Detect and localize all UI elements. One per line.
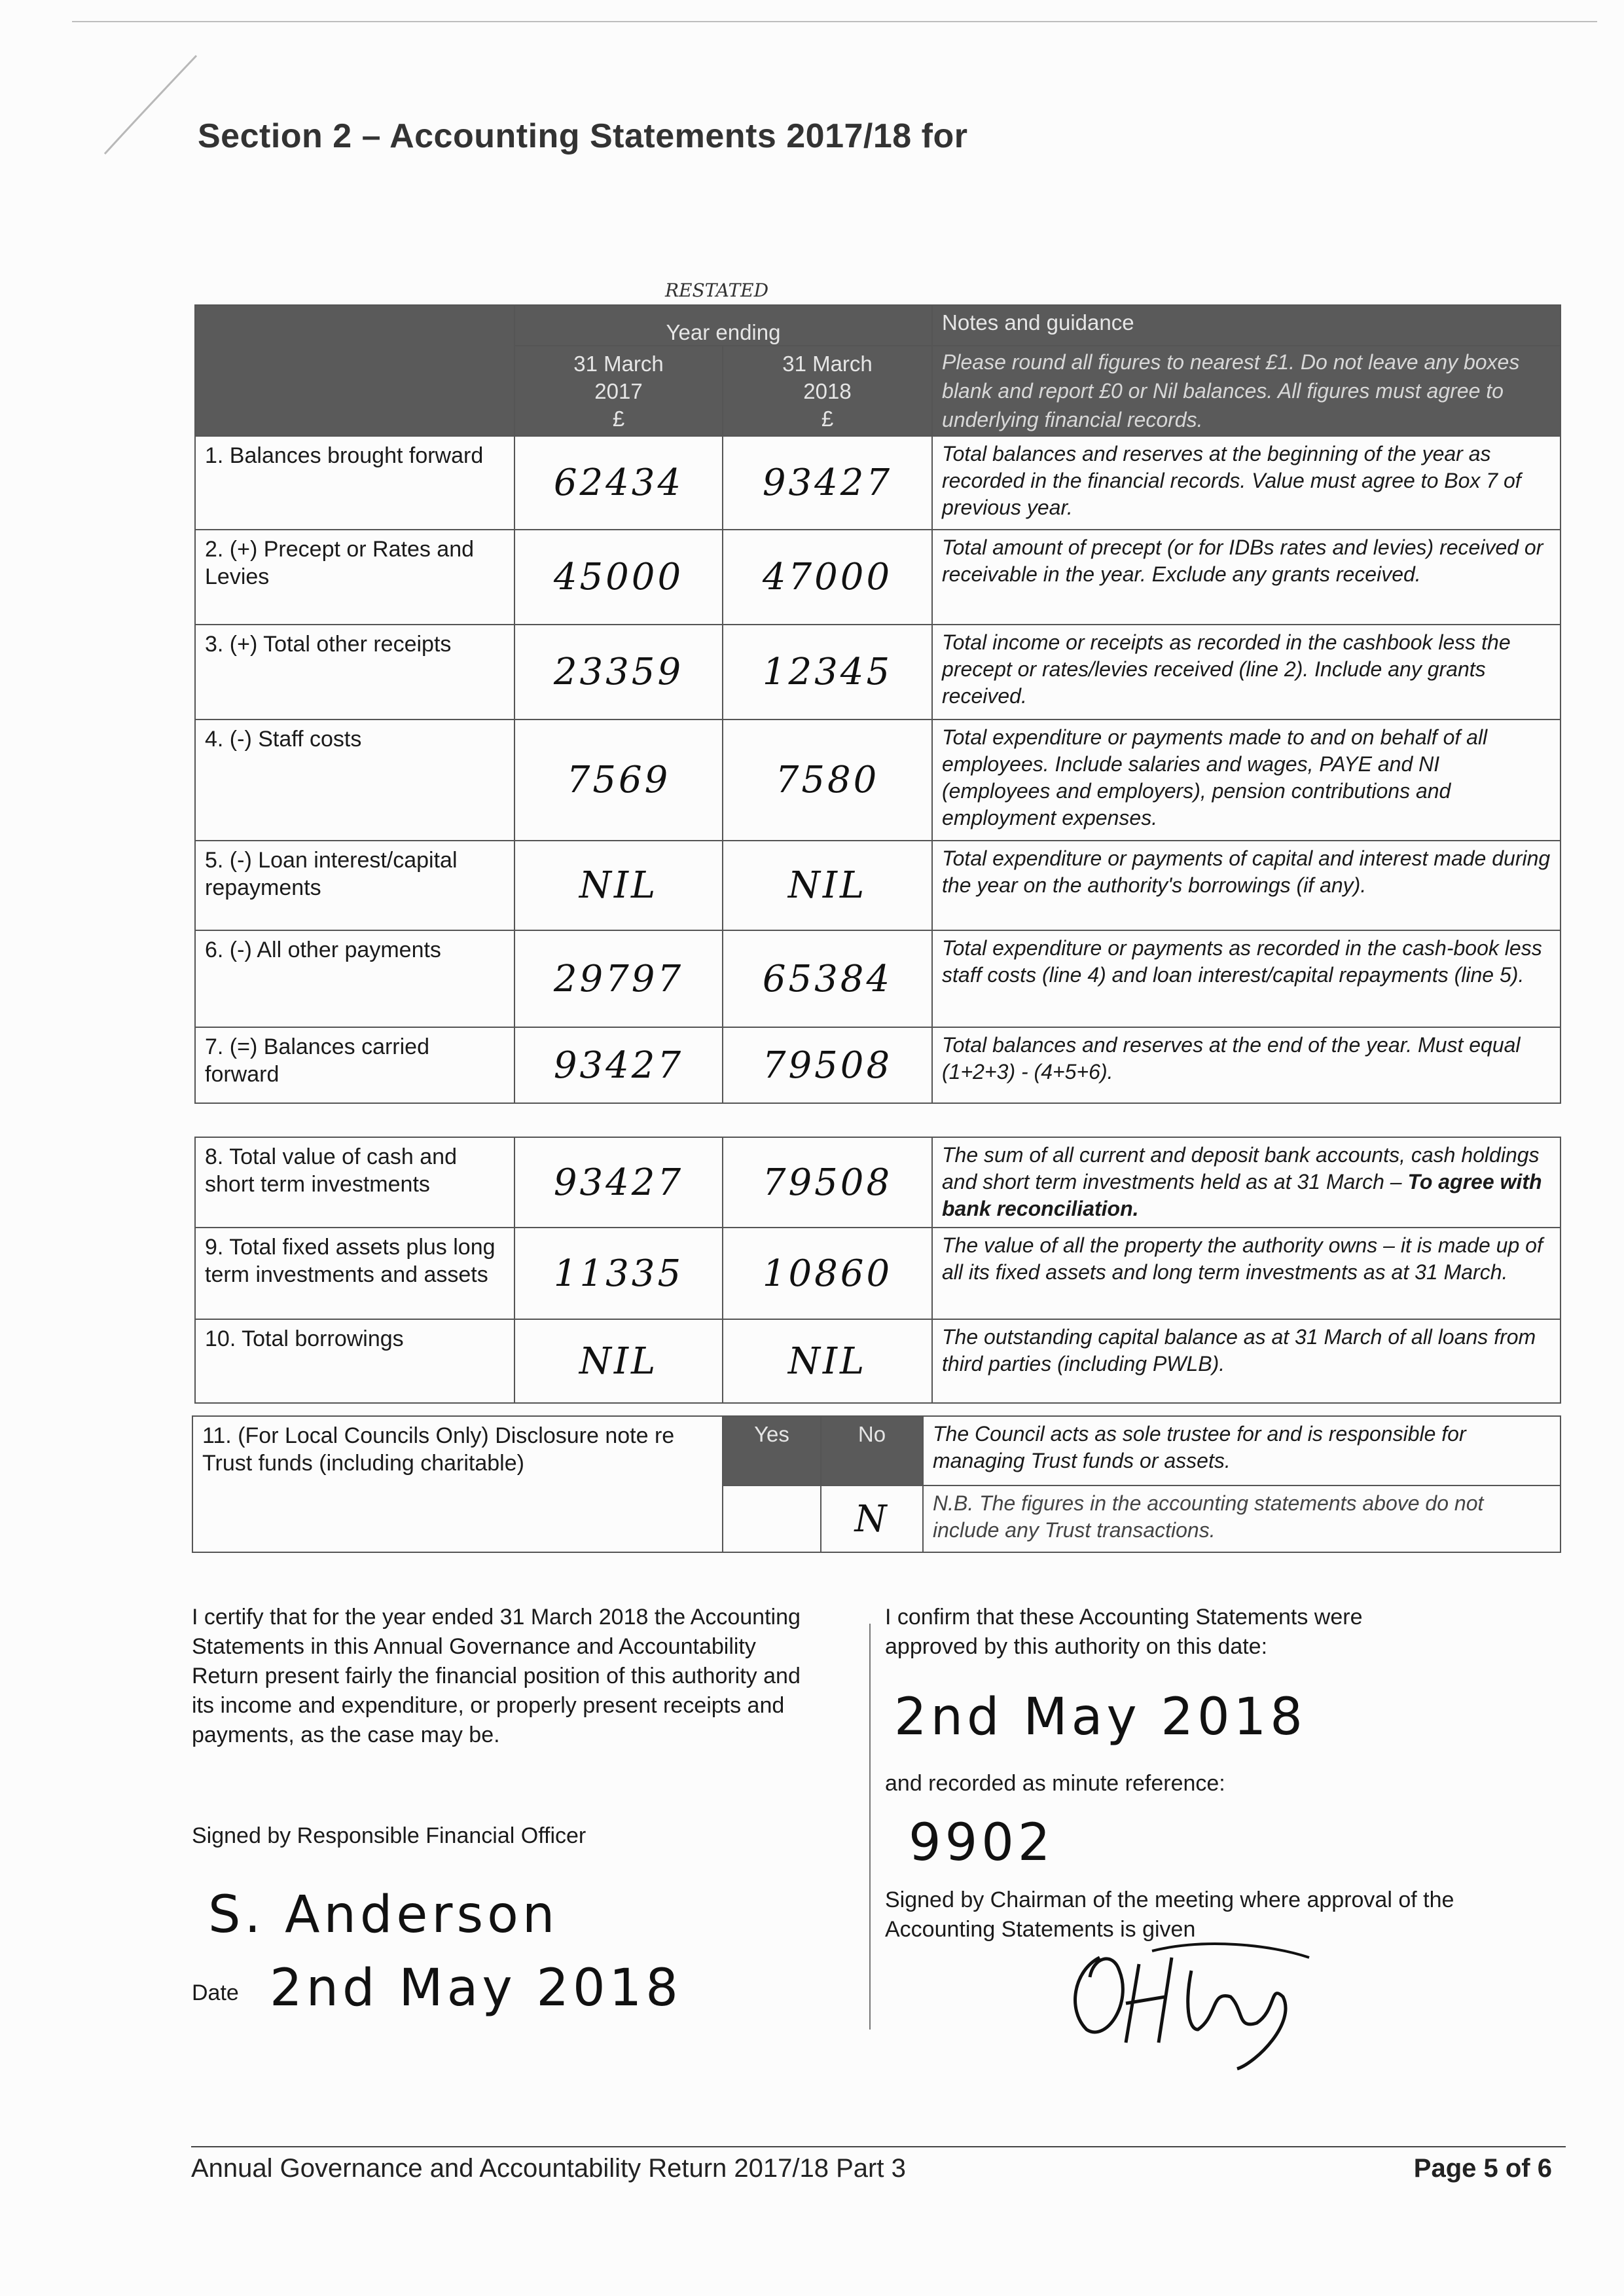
table-row: [195, 1228, 1561, 1319]
header-text: To agree with bank reconciliation.: [942, 1170, 1542, 1220]
confirm-text: I confirm that these Accounting Statements were approved by this authority on this date:: [885, 1605, 1363, 1659]
header-text: £: [612, 407, 625, 431]
trust-label: 11. (For Local Councils Only) Disclosure note re Trust funds (including charitable): [192, 1416, 723, 1552]
value-2018: 79508: [723, 1137, 932, 1228]
accounting-statements-table: [194, 280, 1561, 1104]
year-ending-header: [514, 280, 932, 346]
footer-title: Annual Governance and Accountability Return 2017/18 Part 3: [191, 2154, 906, 2183]
header-text: 2017: [594, 379, 643, 403]
row-label: 5. (-) Loan interest/capital repayments: [195, 841, 514, 930]
value-2017: 23359: [514, 625, 723, 720]
row-note: Total expenditure or payments of capital and interest made during the year on the authority's borrowings (if any).: [932, 841, 1561, 930]
header-text: £: [821, 407, 834, 431]
value-2018: 79508: [723, 1027, 932, 1103]
row-note: Total expenditure or payments made to and on behalf of all employees. Include salaries and wages, PAYE and NI (employees and employers), pension contributions and employment expenses.: [932, 720, 1561, 841]
row-label: 9. Total fixed assets plus long term investments and assets: [195, 1228, 514, 1319]
certify-text: I certify that for the year ended 31 March 2018 the Accounting Statements in this Annual Governance and Accountability Return present fairly the financial position of this authority and its income and expenditure, or properly present receipts and payments, as the case may be.: [192, 1605, 801, 1747]
trust-nb-note: N.B. The figures in the accounting statements above do not include any Trust transactions.: [923, 1485, 1561, 1552]
yes-answer-cell: [723, 1485, 821, 1552]
footer-rule: [191, 2146, 1566, 2147]
row-label: 7. (=) Balances carried forward: [195, 1027, 514, 1103]
value-2017: 11335: [514, 1228, 723, 1319]
page-title: Section 2 – Accounting Statements 2017/18 for: [198, 117, 968, 155]
chair-label: Signed by Chairman of the meeting where approval of the Accounting Statements is given: [885, 1887, 1454, 1942]
rfo-label: Signed by Responsible Financial Officer: [192, 1823, 586, 1848]
trust-funds-table: [192, 1415, 1561, 1553]
table-row: [195, 930, 1561, 1027]
notes-guidance-text: Please round all figures to nearest £1. Do not leave any boxes blank and report £0 or Nil balances. All figures must agree to underlying financial records.: [932, 346, 1561, 436]
value-2018: 93427: [723, 436, 932, 530]
page-number: Page 5 of 6: [1413, 2154, 1552, 2183]
rfo-signature: S. Anderson: [208, 1886, 559, 1944]
value-2018: 12345: [723, 625, 932, 720]
notes-header: Notes and guidance: [932, 305, 1561, 346]
row-label: 2. (+) Precept or Rates and Levies: [195, 530, 514, 625]
restated-annotation: RESTATED: [664, 280, 769, 301]
table-row: [195, 530, 1561, 625]
trust-note: The Council acts as sole trustee for and is responsible for managing Trust funds or assets.: [923, 1416, 1561, 1485]
date-value: 2nd May 2018: [270, 1959, 682, 2018]
value-2017: 93427: [514, 1027, 723, 1103]
yes-header: Yes: [723, 1416, 821, 1485]
minute-label: and recorded as minute reference:: [885, 1771, 1225, 1796]
value-2018: 47000: [723, 530, 932, 625]
row-note: Total balances and reserves at the beginning of the year as recorded in the financial records. Value must agree to Box 7 of previous year.: [932, 436, 1561, 530]
value-2017: 29797: [514, 930, 723, 1027]
table-row: [195, 720, 1561, 841]
row-label: 1. Balances brought forward: [195, 436, 514, 530]
header-text: 31 March: [782, 352, 873, 376]
row-label: 8. Total value of cash and short term investments: [195, 1137, 514, 1228]
row-note: [932, 1137, 1561, 1228]
table-row: [195, 841, 1561, 930]
chairman-signature-icon: [1060, 1931, 1348, 2075]
top-rule: [72, 21, 1597, 22]
year-ending-label: Year ending: [666, 320, 781, 344]
date-label: Date: [192, 1980, 239, 2005]
value-2017: 45000: [514, 530, 723, 625]
minute-ref: 9902: [909, 1813, 1055, 1872]
row-label: 4. (-) Staff costs: [195, 720, 514, 841]
value-2018: 7580: [723, 720, 932, 841]
value-2018: 65384: [723, 930, 932, 1027]
value-2017: NIL: [514, 841, 723, 930]
header-blank-cell: [195, 305, 514, 436]
value-2018: NIL: [723, 841, 932, 930]
column-divider: [869, 1624, 871, 2030]
row-note: Total amount of precept (or for IDBs rates and levies) received or receivable in the year. Exclude any grants received.: [932, 530, 1561, 625]
no-answer-cell: N: [821, 1485, 923, 1552]
row-label: 3. (+) Total other receipts: [195, 625, 514, 720]
row-note: Total income or receipts as recorded in the cashbook less the precept or rates/levies received (line 2). Include any grants received.: [932, 625, 1561, 720]
value-2017: 7569: [514, 720, 723, 841]
value-2017: NIL: [514, 1319, 723, 1403]
assets-table: [194, 1137, 1561, 1404]
approved-date: 2nd May 2018: [894, 1688, 1307, 1747]
header-text: The sum of all current and deposit bank accounts, cash holdings and short term investments held as at 31 March –: [942, 1143, 1540, 1194]
row-label: 6. (-) All other payments: [195, 930, 514, 1027]
row-note: Total expenditure or payments as recorded in the cash-book less staff costs (line 4) and loan interest/capital repayments (line 5).: [932, 930, 1561, 1027]
table-row: [195, 1027, 1561, 1103]
col-2018-header: [723, 346, 932, 436]
table-row: [195, 1319, 1561, 1403]
value-2018: NIL: [723, 1319, 932, 1403]
row-note: The outstanding capital balance as at 31 March of all loans from third parties (including PWLB).: [932, 1319, 1561, 1403]
header-text: 31 March: [573, 352, 664, 376]
header-text: 2018: [803, 379, 852, 403]
table-row: [195, 436, 1561, 530]
row-note: Total balances and reserves at the end of the year. Must equal (1+2+3) - (4+5+6).: [932, 1027, 1561, 1103]
row-note: The value of all the property the authority owns – it is made up of all its fixed assets and long term investments as at 31 March.: [932, 1228, 1561, 1319]
pencil-mark-icon: [98, 46, 203, 164]
value-2017: 93427: [514, 1137, 723, 1228]
table-row: [195, 1137, 1561, 1228]
row-label: 10. Total borrowings: [195, 1319, 514, 1403]
table-row: [195, 625, 1561, 720]
no-header: No: [821, 1416, 923, 1485]
col-2017-header: [514, 346, 723, 436]
value-2018: 10860: [723, 1228, 932, 1319]
value-2017: 62434: [514, 436, 723, 530]
